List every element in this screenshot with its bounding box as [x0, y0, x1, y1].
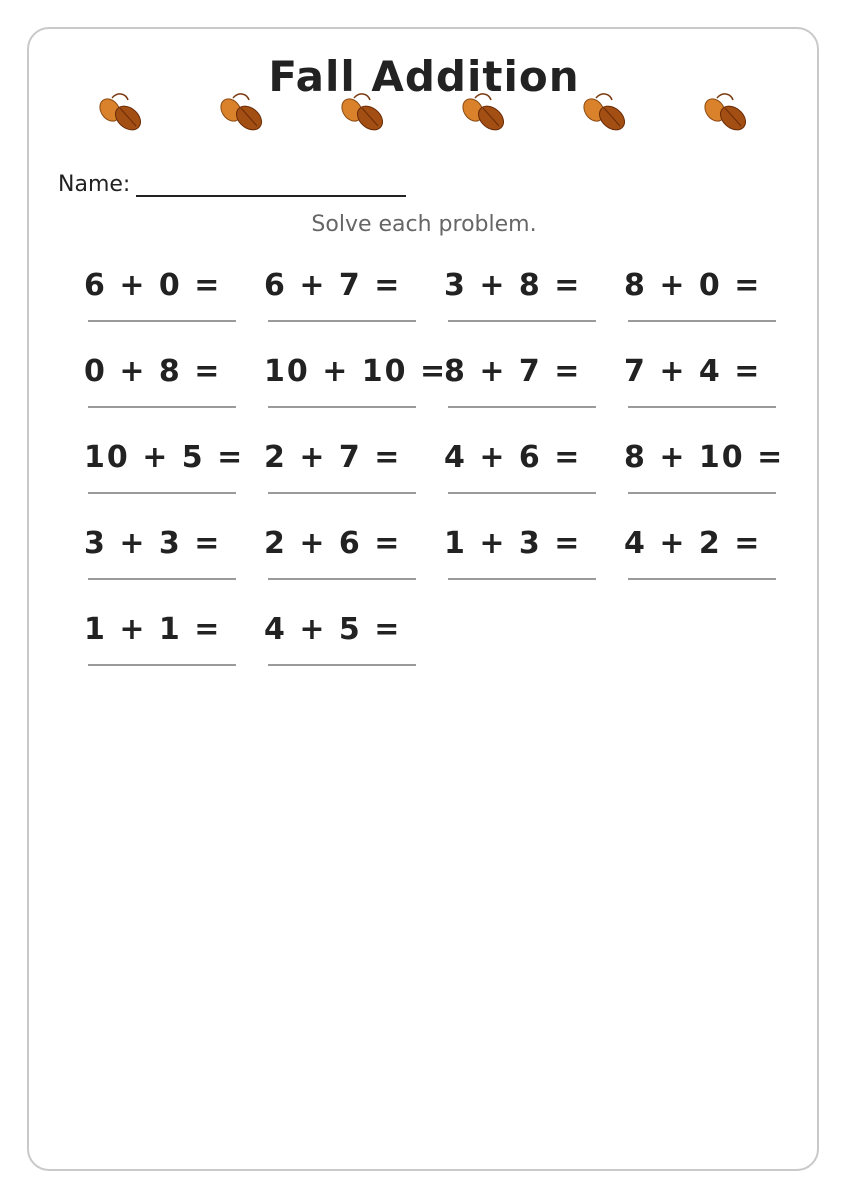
problem-expression: 10 + 5 =: [84, 440, 245, 475]
autumn-leaves-icon: [582, 88, 632, 134]
worksheet-border: [27, 27, 819, 1171]
answer-line[interactable]: [268, 492, 416, 494]
problem-item: [264, 440, 444, 500]
answer-line[interactable]: [88, 578, 236, 580]
problem-expression: 8 + 7 =: [444, 354, 582, 389]
problem-expression: 3 + 8 =: [444, 268, 582, 303]
problem-item: [444, 440, 624, 500]
answer-line[interactable]: [448, 320, 596, 322]
problem-item: [444, 354, 624, 414]
problem-expression: 4 + 6 =: [444, 440, 582, 475]
worksheet-title: Fall Addition: [268, 52, 580, 101]
autumn-leaves-icon: [340, 88, 390, 134]
problem-item: [624, 268, 804, 328]
answer-line[interactable]: [268, 406, 416, 408]
problem-expression: 2 + 7 =: [264, 440, 402, 475]
problem-item: [264, 268, 444, 328]
answer-line[interactable]: [88, 492, 236, 494]
problem-item: [84, 612, 264, 672]
instructions-text: Solve each problem.: [311, 212, 537, 237]
problem-expression: 6 + 0 =: [84, 268, 222, 303]
problem-item: [264, 354, 448, 414]
problem-expression: 4 + 5 =: [264, 612, 402, 647]
problem-item: [84, 268, 264, 328]
answer-line[interactable]: [628, 492, 776, 494]
problem-expression: 6 + 7 =: [264, 268, 402, 303]
problem-item: [444, 268, 624, 328]
answer-line[interactable]: [268, 664, 416, 666]
problem-item: [84, 440, 264, 500]
answer-line[interactable]: [628, 406, 776, 408]
problem-expression: 1 + 1 =: [84, 612, 222, 647]
answer-line[interactable]: [448, 406, 596, 408]
problem-item: [264, 612, 444, 672]
problem-item: [624, 440, 804, 500]
problem-item: [624, 526, 804, 586]
autumn-leaves-icon: [98, 88, 148, 134]
problem-expression: 10 + 10 =: [264, 354, 448, 389]
answer-line[interactable]: [88, 664, 236, 666]
problem-expression: 0 + 8 =: [84, 354, 222, 389]
answer-line[interactable]: [88, 320, 236, 322]
problem-item: [264, 526, 444, 586]
autumn-leaves-icon: [461, 88, 511, 134]
answer-line[interactable]: [268, 320, 416, 322]
problem-item: [84, 354, 264, 414]
name-field: [58, 172, 406, 197]
answer-line[interactable]: [448, 492, 596, 494]
autumn-leaves-icon: [703, 88, 753, 134]
problem-expression: 8 + 10 =: [624, 440, 785, 475]
problem-expression: 8 + 0 =: [624, 268, 762, 303]
autumn-leaves-icon: [219, 88, 269, 134]
problem-item: [624, 354, 804, 414]
leaf-decoration-row: [0, 88, 848, 138]
problem-expression: 1 + 3 =: [444, 526, 582, 561]
answer-line[interactable]: [268, 578, 416, 580]
problem-expression: 7 + 4 =: [624, 354, 762, 389]
answer-line[interactable]: [628, 320, 776, 322]
answer-line[interactable]: [628, 578, 776, 580]
name-label: Name:: [58, 172, 131, 197]
problem-expression: 2 + 6 =: [264, 526, 402, 561]
answer-line[interactable]: [448, 578, 596, 580]
problem-item: [84, 526, 264, 586]
problem-expression: 3 + 3 =: [84, 526, 222, 561]
problem-expression: 4 + 2 =: [624, 526, 762, 561]
name-blank-line[interactable]: [136, 173, 406, 197]
answer-line[interactable]: [88, 406, 236, 408]
problem-item: [444, 526, 624, 586]
